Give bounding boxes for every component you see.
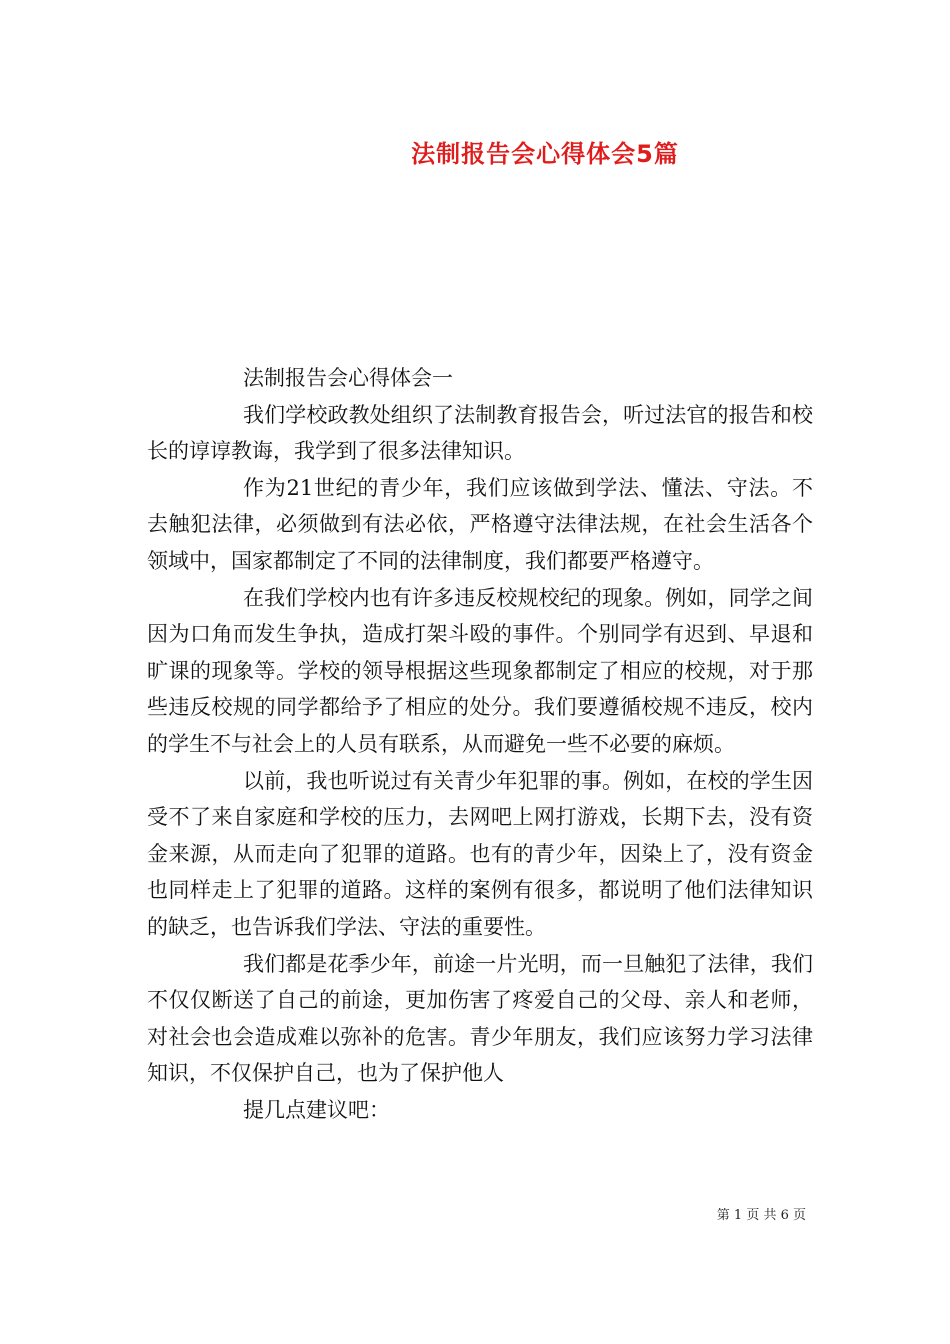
page-number-footer: 第 1 页 共 6 页 — [716, 1208, 806, 1223]
section-heading: 法制报告会心得体会一 — [243, 366, 453, 390]
body-paragraph: 作为21世纪的青少年，我们应该做到学法、懂法、守法。不去触犯法律，必须做到有法必依，严格遵守法律法规，在社会生活各个领域中，国家都制定了不同的法律制度，我们都要严格遵守。 — [147, 475, 813, 573]
document-body — [147, 360, 813, 1128]
body-paragraph: 以前，我也听说过有关青少年犯罪的事。例如，在校的学生因受不了来自家庭和学校的压力，去网吧上网打游戏，长期下去，没有资金来源，从而走向了犯罪的道路。也有的青少年，因染上了，没有资金也同样走上了犯罪的道路。这样的案例有很多，都说明了他们法律知识的缺乏，也告诉我们学法、守法的重要性。 — [147, 768, 813, 939]
body-paragraph: 我们学校政教处组织了法制教育报告会，听过法官的报告和校长的谆谆教诲，我学到了很多法律知识。 — [147, 402, 813, 464]
body-paragraph: 我们都是花季少年，前途一片光明，而一旦触犯了法律，我们不仅仅断送了自己的前途，更加伤害了疼爱自己的父母、亲人和老师，对社会也会造成难以弥补的危害。青少年朋友，我们应该努力学习法律知识，不仅保护自己，也为了保护他人 — [147, 951, 813, 1086]
document-title: 法制报告会心得体会5篇 — [411, 140, 679, 168]
body-paragraph: 提几点建议吧： — [243, 1097, 390, 1122]
body-paragraph: 在我们学校内也有许多违反校规校纪的现象。例如，同学之间因为口角而发生争执，造成打架斗殴的事件。个别同学有迟到、早退和旷课的现象等。学校的领导根据这些现象都制定了相应的校规，对于那些违反校规的同学都给予了相应的处分。我们要遵循校规不违反，校内的学生不与社会上的人员有联系，从而避免一些不必要的麻烦。 — [147, 585, 813, 756]
